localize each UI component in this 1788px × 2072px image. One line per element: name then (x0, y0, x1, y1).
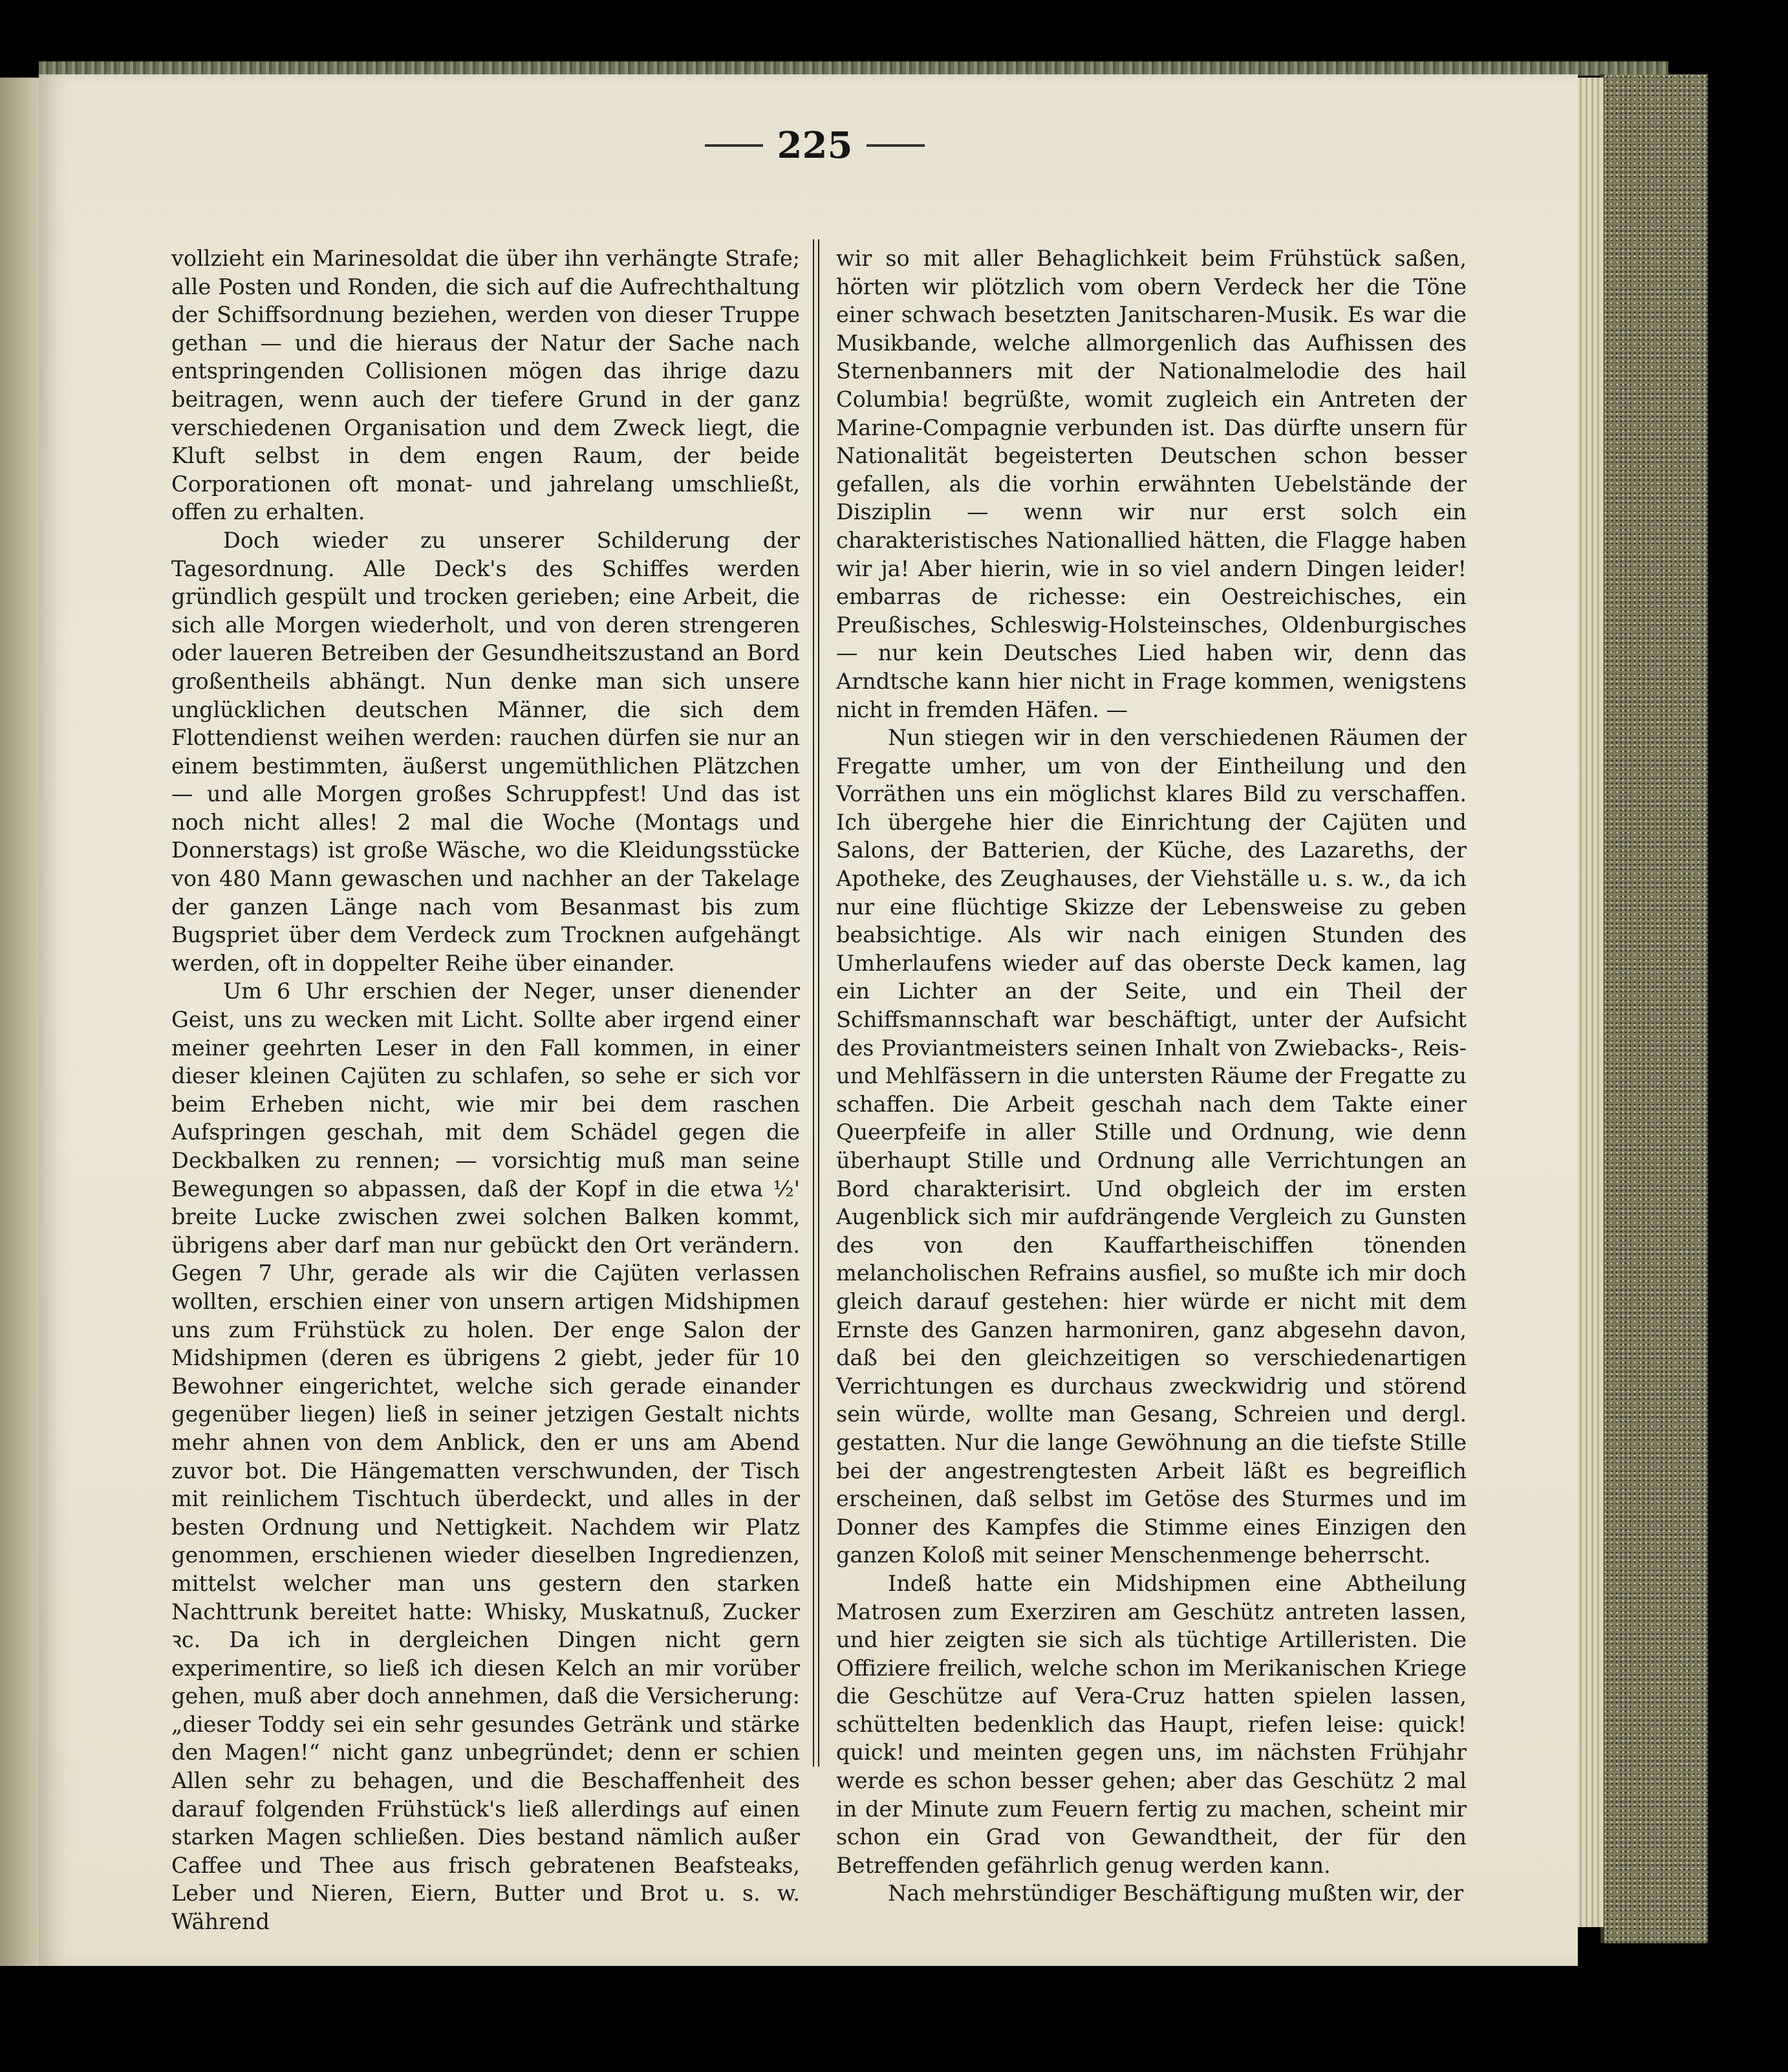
top-binding-strip (39, 61, 1668, 76)
paragraph: Indeß hatte ein Midshipmen eine Abtheilung Matrosen zum Exerziren am Geschütz antreten lassen, und hier zeigten sie sich als tüchtige Artilleristen. Die Offiziere freilich, welche schon im Merikanischen Kriege die Geschütze auf Vera-Cruz hatten spielen lassen, schüttelten bedenklich das Haupt, riefen leise: quick! quick! und meinten gegen uns, im nächsten Frühjahr werde es schon besser gehen; aber das Geschütz 2 mal in der Minute zum Feuern fertig zu machen, scheint mir schon ein Grad von Gewandtheit, der für den Betreffenden gefährlich genug werden kann. (836, 1570, 1467, 1878)
left-text-column (171, 244, 800, 1936)
right-text-column (836, 244, 1467, 1908)
paragraph: Um 6 Uhr erschien der Neger, unser dienender Geist, uns zu wecken mit Licht. Sollte aber irgend einer meiner geehrten Leser in den Fall kommen, in einer dieser kleinen Cajüten zu schlafen, so sehe er sich vor beim Erheben nicht, wie mir bei dem raschen Aufspringen geschah, mit dem Schädel gegen die Deckbalken zu rennen; — vorsichtig muß man seine Bewegungen so abpassen, daß der Kopf in die etwa ½' breite Lucke zwischen zwei solchen Balken kommt, übrigens aber darf man nur gebückt den Ort verändern. Gegen 7 Uhr, gerade als wir die Cajüten verlassen wollten, erschien einer von unsern artigen Midshipmen uns zum Frühstück zu holen. Der enge Salon der Midshipmen (deren es übrigens 2 giebt, jeder für 10 Bewohner eingerichtet, welche sich gerade einander gegenüber liegen) ließ in seiner jetzigen Gestalt nichts mehr ahnen von dem Anblick, den er uns am Abend zuvor bot. Die Hängematten verschwunden, der Tisch mit reinlichem Tischtuch überdeckt, und alles in der besten Ordnung und Nettigkeit. Nachdem wir Platz genommen, erschienen wieder dieselben Ingredienzen, mittelst welcher man uns gestern den starken Nachttrunk bereitet hatte: Whisky, Muskatnuß, Zucker ꝛc. Da ich in dergleichen Dingen nicht gern experimentire, so ließ ich diesen Kelch an mir vorüber gehen, muß aber doch annehmen, daß die Versicherung: „dieser Toddy sei ein sehr gesundes Getränk und stärke den Magen!“ nicht ganz unbegründet; denn er schien Allen sehr zu behagen, und die Beschaffenheit des darauf folgenden Frühstück's ließ allerdings auf einen starken Magen schließen. Dies bestand nämlich außer Caffee und Thee aus frisch gebratenen Beafsteaks, Leber und Nieren, Eiern, Butter und Brot u. s. w. Während (171, 978, 800, 1935)
page-number: 225 (777, 124, 853, 167)
page-header (666, 123, 964, 168)
column-divider-rule (813, 239, 819, 1767)
adjacent-page-edge (0, 78, 42, 1992)
paragraph: Nun stiegen wir in den verschiedenen Räumen der Fregatte umher, um von der Eintheilung und den Vorräthen uns ein möglichst klares Bild zu verschaffen. Ich übergehe hier die Einrichtung der Cajüten und Salons, der Batterien, der Küche, des Lazareths, der Apotheke, des Zeughauses, der Viehställe u. s. w., da ich nur eine flüchtige Skizze der Lebensweise zu geben beabsichtige. Als wir nach einigen Stunden des Umherlaufens wieder auf das oberste Deck kamen, lag ein Lichter an der Seite, und ein Theil der Schiffsmannschaft war beschäftigt, unter der Aufsicht des Proviantmeisters seinen Inhalt von Zwiebacks-, Reis- und Mehlfässern in die untersten Räume der Fregatte zu schaffen. Die Arbeit geschah nach dem Takte einer Queerpfeife in aller Stille und Ordnung, wie denn überhaupt Stille und Ordnung alle Verrichtungen an Bord charakterisirt. Und obgleich der im ersten Augenblick sich mir aufdrängende Vergleich zu Gunsten des von den Kauffartheischiffen tönenden melancholischen Refrains ausfiel, so mußte ich mir doch gleich darauf gestehen: hier würde er nicht mit dem Ernste des Ganzen harmoniren, ganz abgesehn davon, daß bei den gleichzeitigen so verschiedenartigen Verrichtungen es durchaus zweckwidrig und störend sein würde, wollte man Gesang, Schreien und dergl. gestatten. Nur die lange Gewöhnung an die tiefste Stille bei der angestrengtesten Arbeit läßt es begreiflich erscheinen, daß selbst im Getöse des Sturmes und im Donner des Kampfes die Stimme eines Einzigen den ganzen Koloß mit seiner Menschenmenge beherrscht. (836, 725, 1467, 1568)
header-dash-left (705, 144, 763, 147)
paragraph: vollzieht ein Marinesoldat die über ihn verhängte Strafe; alle Posten und Ronden, die sich auf die Aufrechthaltung der Schiffsordnung beziehen, werden von dieser Truppe gethan — und die hieraus der Natur der Sache nach entspringenden Collisionen mögen das ihrige dazu beitragen, wenn auch der tiefere Grund in der ganz verschiedenen Organisation und dem Zweck liegt, die Kluft selbst in dem engen Raum, der beide Corporationen oft monat- und jahrelang umschließt, offen zu erhalten. (171, 246, 800, 525)
paragraph: wir so mit aller Behaglichkeit beim Frühstück saßen, hörten wir plötzlich vom obern Verdeck her die Töne einer schwach besetzten Janitscharen-Musik. Es war die Musikbande, welche allmorgenlich das Aufhissen des Sternenbanners mit der Nationalmelodie des hail Columbia! begrüßte, womit zugleich ein Antreten der Marine-Compagnie verbunden ist. Das dürfte unsern für Nationalität begeisterten Deutschen schon besser gefallen, als die vorhin erwähnten Uebelstände der Disziplin — wenn wir nur erst solch ein charakteristisches Nationallied hätten, die Flagge haben wir ja! Aber hierin, wie in so viel andern Dingen leider! embarras de richesse: ein Oestreichisches, ein Preußisches, Schleswig-Holsteinsches, Oldenburgisches — nur kein Deutsches Lied haben wir, denn das Arndtsche kann hier nicht in Frage kommen, wenigstens nicht in fremden Häfen. — (836, 246, 1467, 722)
paragraph: Doch wieder zu unserer Schilderung der Tagesordnung. Alle Deck's des Schiffes werden gründlich gespült und trocken gerieben; eine Arbeit, die sich alle Morgen wiederholt, und von deren strengeren oder laueren Betreiben der Gesundheitszustand an Bord großentheils abhängt. Nun denke man sich unsere unglücklichen deutschen Männer, die sich dem Flottendienst weihen werden: rauchen dürfen sie nur an einem bestimmten, äußerst ungemüthlichen Plätzchen — und alle Morgen großes Schruppfest! Und das ist noch nicht alles! 2 mal die Woche (Montags und Donnerstags) ist große Wäsche, wo die Kleidungsstücke von 480 Mann gewaschen und nachher an der Takelage der ganzen Länge nach vom Besanmast bis zum Bugspriet über dem Verdeck zum Trocknen aufgehängt werden, oft in doppelter Reihe über einander. (171, 527, 800, 976)
book-cover-board (1600, 74, 1708, 1943)
header-dash-right (867, 144, 925, 147)
paragraph: Nach mehrstündiger Beschäftigung mußten wir, der (888, 1881, 1464, 1906)
scan-border-bottom (0, 1966, 1788, 2072)
